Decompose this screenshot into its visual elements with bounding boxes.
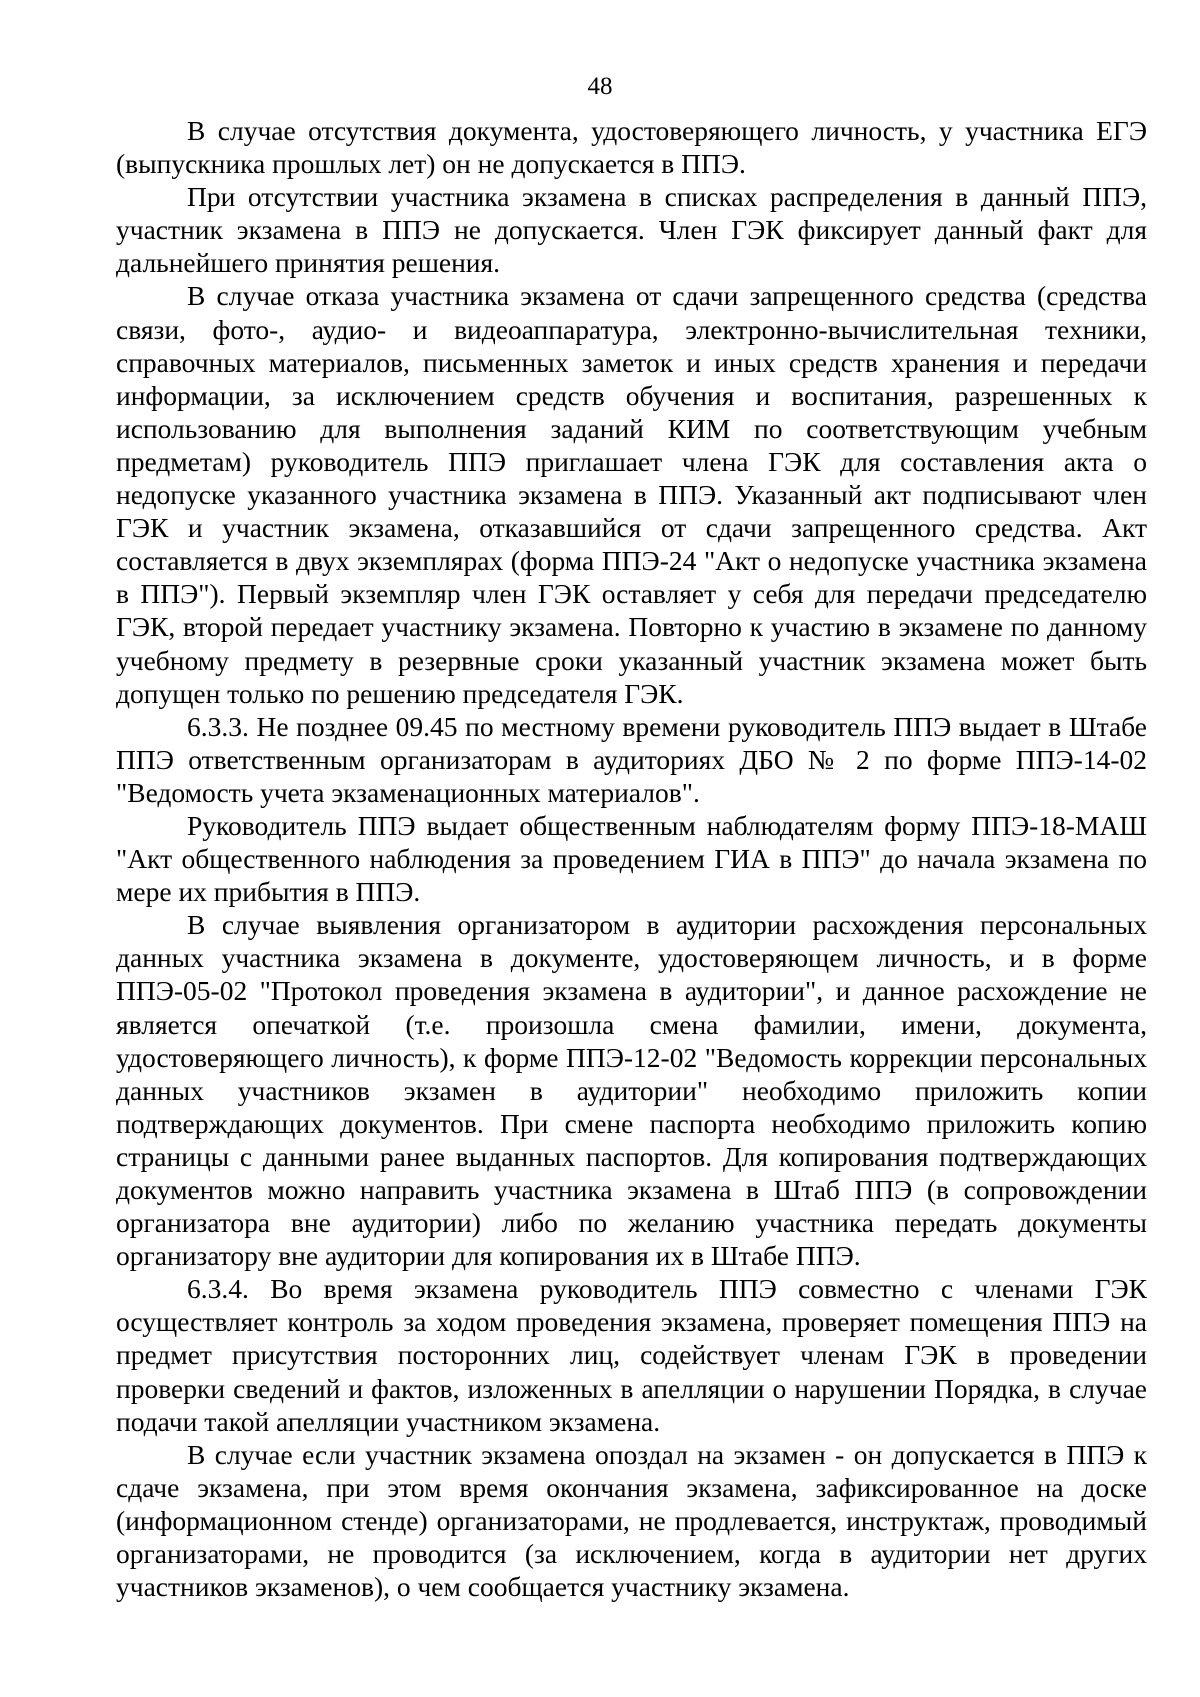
document-body (116, 114, 1147, 1603)
paragraph-not-in-lists: При отсутствии участника экзамена в списках распределения в данный ППЭ, участник экзамена в ППЭ не допускается. Член ГЭК фиксирует данный факт для дальнейшего принятия решения. (116, 181, 1147, 279)
paragraph-6-3-3: 6.3.3. Не позднее 09.45 по местному времени руководитель ППЭ выдает в Штабе ППЭ ответственным организаторам в аудиториях ДБО № 2 по форме ППЭ-14-02 "Ведомость учета экзаменационных материалов". (116, 710, 1147, 808)
paragraph-public-observers: Руководитель ППЭ выдает общественным наблюдателям форму ППЭ-18-МАШ "Акт общественного наблюдения за проведением ГИА в ППЭ" до начала экзамена по мере их прибытия в ППЭ. (116, 809, 1147, 908)
paragraph-personal-data-discrepancy: В случае выявления организатором в аудитории расхождения персональных данных участника экзамена в документе, удостоверяющем личность, и в форме ППЭ-05-02 "Протокол проведения экзамена в аудитории", и данное расхождение не является опечаткой (т.е. произошла смена фамилии, имени, документа, удостоверяющего личность), к форме ППЭ-12-02 "Ведомость коррекции персональных данных участников экзамен в аудитории" необходимо приложить копии подтверждающих документов. При смене паспорта необходимо приложить копию страницы с данными ранее выданных паспортов. Для копирования подтверждающих документов можно направить участника экзамена в Штаб ППЭ (в сопровождении организатора вне аудитории) либо по желанию участника передать документы организатору вне аудитории для копирования их в Штабе ППЭ. (116, 909, 1147, 1272)
paragraph-late-participant: В случае если участник экзамена опоздал на экзамен - он допускается в ППЭ к сдаче экзамена, при этом время окончания экзамена, зафиксированное на доске (информационном стенде) организаторами, не продлевается, инструктаж, проводимый организаторами, не проводится (за исключением, когда в аудитории нет других участников экзаменов), о чем сообщается участнику экзамена. (116, 1438, 1147, 1603)
paragraph-refusal-prohibited-items: В случае отказа участника экзамена от сдачи запрещенного средства (средства связи, фото-, аудио- и видеоаппаратура, электронно-вычислительная техники, справочных материалов, письменных заметок и иных средств хранения и передачи информации, за исключением средств обучения и воспитания, разрешенных к использованию для выполнения заданий КИМ по соответствующим учебным предметам) руководитель ППЭ приглашает члена ГЭК для составления акта о недопуске указанного участника экзамена в ППЭ. Указанный акт подписывают член ГЭК и участник экзамена, отказавшийся от сдачи запрещенного средства. Акт составляется в двух экземплярах (форма ППЭ-24 "Акт о недопуске участника экзамена в ППЭ"). Первый экземпляр член ГЭК оставляет у себя для передачи председателю ГЭК, второй передает участнику экзамена. Повторно к участию в экзамене по данному учебному предмету в резервные сроки указанный участник экзамена может быть допущен только по решению председателя ГЭК. (116, 280, 1147, 709)
paragraph-no-id-document: В случае отсутствия документа, удостоверяющего личность, у участника ЕГЭ (выпускника прошлых лет) он не допускается в ППЭ. (116, 115, 1147, 180)
page-number: 48 (587, 73, 613, 100)
paragraph-6-3-4: 6.3.4. Во время экзамена руководитель ППЭ совместно с членами ГЭК осуществляет контроль за ходом проведения экзамена, проверяет помещения ППЭ на предмет присутствия посторонних лиц, содействует членам ГЭК в проведении проверки сведений и фактов, изложенных в апелляции о нарушении Порядка, в случае подачи такой апелляции участником экзамена. (116, 1273, 1147, 1437)
